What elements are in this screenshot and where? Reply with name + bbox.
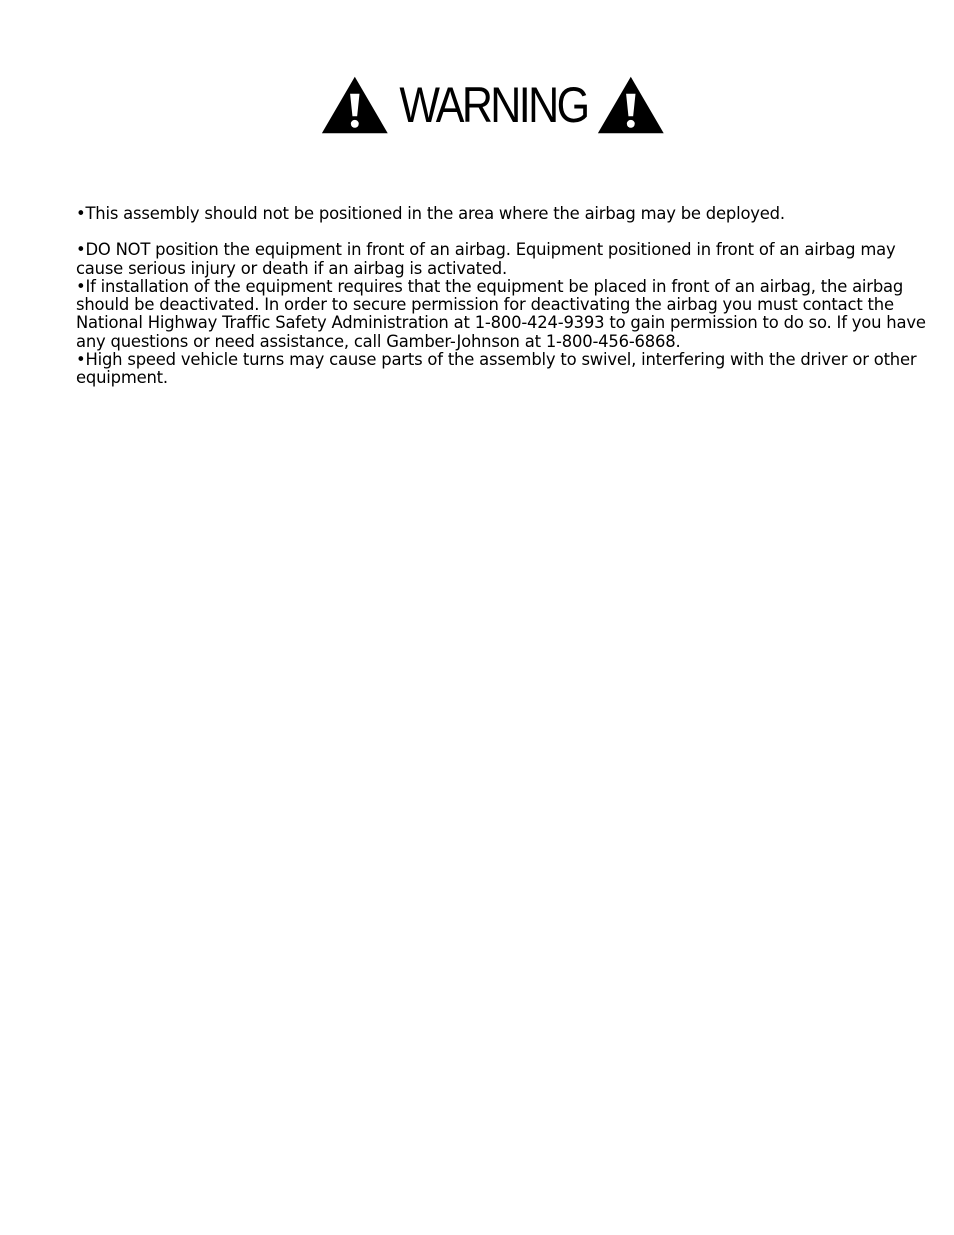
bullet-deactivate-airbag: •If installation of the equipment requires that the equipment be placed in front of an airbag, the airbag should be deactivated. In order to secure permission for deactivating the airbag you must contact the National Highway Traffic Safety Administration at 1-800-424-9393 to gain permission to do so. If you have any questions or need assistance, call Gamber-Johnson at 1-800-456-6868. (76, 276, 926, 351)
warning-banner (320, 72, 666, 138)
warning-title: WARNING (398, 77, 588, 133)
bullet-do-not-position: •DO NOT position the equipment in front of an airbag. Equipment positioned in front of an airbag may cause serious injury or death if an airbag is activated. (76, 240, 896, 278)
bullet-high-speed-turns: •High speed vehicle turns may cause parts of the assembly to swivel, interfering with the driver or other equipment. (76, 350, 917, 388)
bullet-airbag-area: •This assembly should not be positioned in the area where the airbag may be deployed. (76, 204, 785, 223)
warning-bullet-list (76, 205, 926, 388)
warning-triangle-icon (320, 73, 390, 137)
warning-triangle-icon (596, 73, 666, 137)
